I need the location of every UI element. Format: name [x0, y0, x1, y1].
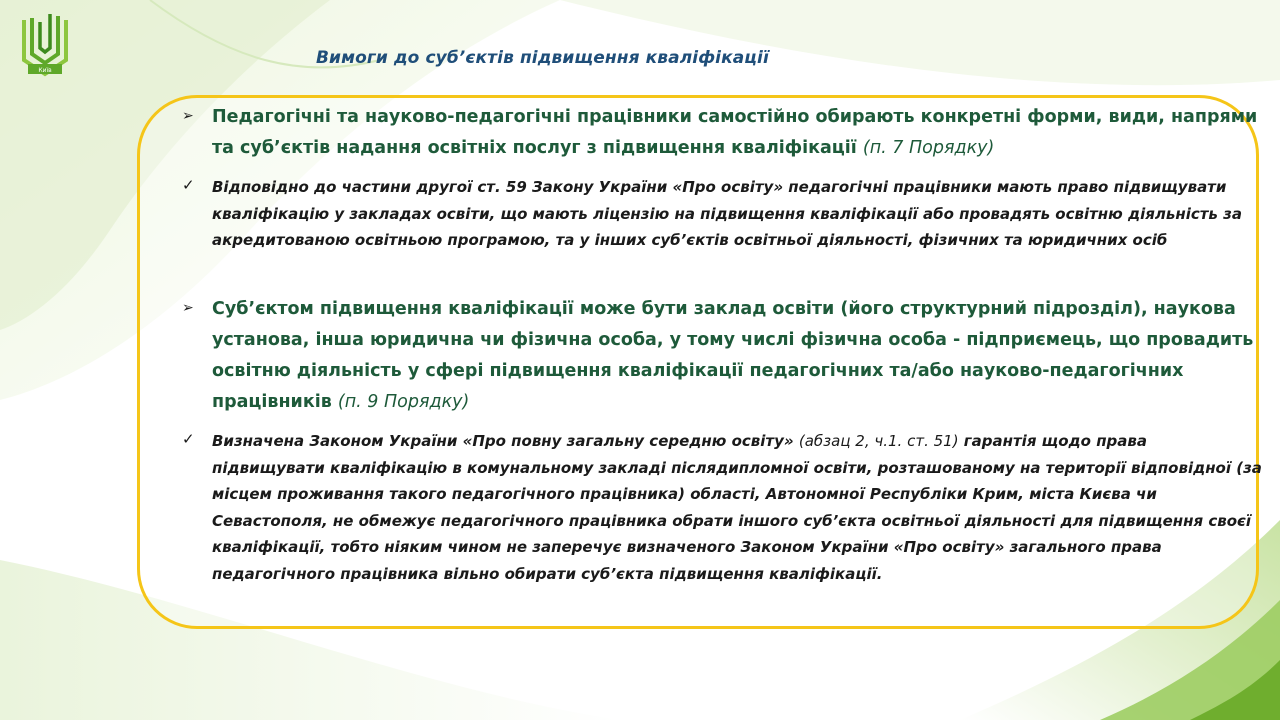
item-4-body-end: гарантія щодо права підвищувати кваліфікацію в комунальному закладі післядипломної освіти, розташованому на території відповідної (за місцем проживання такого педагогічного працівника) області, Автономної Республіки Крим, міста Києва чи Севастополя, не обмежує педагогічного працівника обрати іншого суб’єкта освітньої діяльності для підвищення своєї кваліфікації, тобто ніяким чином не заперечує визначеного Законом України «Про освіту» загального права педагогічного працівника вільно обирати суб’єкта підвищення кваліфікації. — [212, 432, 1262, 583]
check-bullet-icon: ✓ — [182, 430, 195, 448]
slide-title: Вимоги до суб’єктів підвищення кваліфікації — [316, 48, 769, 68]
arrow-bullet-icon: ➢ — [182, 300, 194, 316]
item-4-ref: (абзац 2, ч.1. ст. 51) — [798, 432, 959, 450]
item-1-body: Педагогічні та науково-педагогічні працівники самостійно обирають конкретні форми, види, напрями та суб’єктів надання освітніх послуг з підвищення кваліфікації — [212, 107, 1258, 158]
item-4-text — [212, 428, 1262, 587]
item-1-ref: (п. 7 Порядку) — [862, 138, 995, 158]
item-2-text: Відповідно до частини другої ст. 59 Закону України «Про освіту» педагогічні працівники мають право підвищувати кваліфікацію у закладах освіти, що мають ліцензію на підвищення кваліфікації або провадять освітню діяльність за акредитованою освітньою програмою, та у інших суб’єктів освітньої діяльності, фізичних та юридичних осіб — [212, 178, 1242, 249]
item-4-body-start: Визначена Законом України «Про повну загальну середню освіту» — [212, 432, 794, 450]
check-bullet-icon: ✓ — [182, 176, 195, 194]
institution-logo — [16, 12, 74, 78]
item-3-body: Суб’єктом підвищення кваліфікації може бути заклад освіти (його структурний підрозділ), наукова установа, інша юридична чи фізична особа, у тому числі фізична особа - підприємець, що провадить освітню діяльність у сфері підвищення кваліфікації педагогічних та/або науково-педагогічних працівників — [212, 299, 1254, 412]
item-3-ref: (п. 9 Порядку) — [337, 392, 470, 412]
logo-text: Київ — [38, 67, 52, 74]
item-1-text — [212, 102, 1272, 164]
arrow-bullet-icon: ➢ — [182, 108, 194, 124]
item-3-text — [212, 294, 1272, 418]
